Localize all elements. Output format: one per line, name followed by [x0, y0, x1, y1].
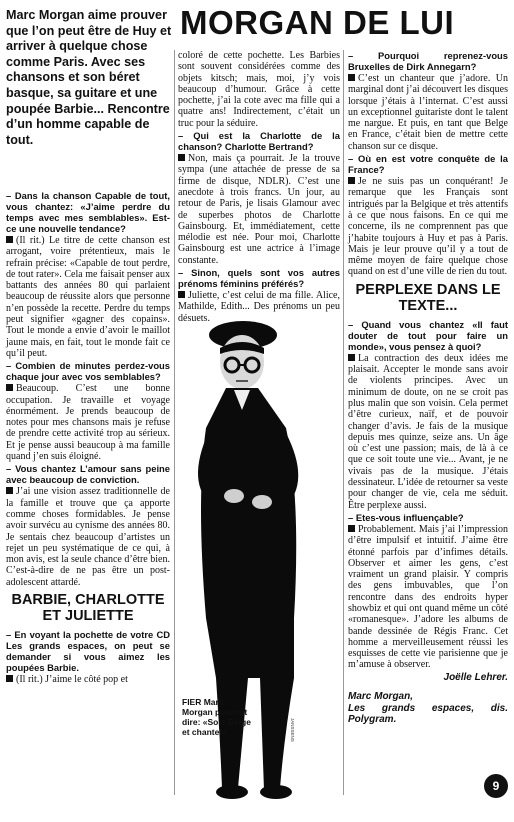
- answer-bullet-icon: [6, 236, 13, 243]
- question: – En voyant la pochette de votre CD Les grands espaces, on peut se demander si vous aimez les poupées Barbie.: [6, 629, 170, 674]
- answer: (Il rit.) Le titre de cette chanson est arrogant, voire prétentieux, mais le refrain précise: «Capable de tout perdre, de tout rater». Cela me faisait penser aux battants des années 80 qui parlaient beaucoup de réussite alors que personne n’en possède la recette. Perdre du temps peut signifier «gagner des copains». Tout le monde a envie d’avoir le maillot jaune mais, en fait, tout le monde fait ce qu’il peut.: [6, 235, 170, 359]
- answer: J’ai une vision assez traditionnelle de la famille et trouve que ça apporte comme choses formidables. Je pense avoir survécu au cynisme des années 80. Je sentais chez beaucoup d’artistes un rejet un peu systématique de ce qui, à mon avis, est la seule chance d’être bien. C’est-à-dire de ne pas être un post-adolescent attardé.: [6, 486, 170, 588]
- album-artist: Marc Morgan,: [348, 691, 414, 703]
- column-2: [178, 50, 340, 325]
- photo-credit: JANSSENS: [290, 718, 295, 742]
- answer-bullet-icon: [178, 154, 185, 161]
- column-3: [348, 50, 508, 727]
- answer: Je ne suis pas un conquérant! Je remarque que les Français sont intrigués par la Belgique et très attentifs à ce que nous faisons. En ce qui me concerne, ils ne comprennent pas que j’habite toujours à Huy et pas à Paris. Mais je leur prouve qu’il y a tout de même moyen de faire quelque chose quand on est d’une ville de rien du tout.: [348, 176, 508, 278]
- answer: Probablement. Mais j’ai l’impression d’être impulsif et intuitif. J’aime être étonné parfois par d’infimes détails. Observer et aimer les gens, c’est vraiment un grand plaisir. Y compris des gens imbuvables, que l’on rencontre dans des endroits hyper showbiz et qui ont quand même un côté «romanesque». J’adore les albums de bande dessinée de Régis Franc. Cet homme a merveilleusement réussi les esquisses de cette vie parisienne que je m’amuse à observer.: [348, 523, 508, 671]
- question: – Quand vous chantez «Il faut douter de tout pour faire un monde», vous pensez à quoi?: [348, 318, 508, 352]
- answer: Non, mais ça pourrait. Je la trouve sympa (une attachée de presse de sa firme de disque, NDLR). C’est une anecdote à trois francs. Un jour, au retour de Paris, je lisais Glamour avec de superbes photos de Charlotte Gainsbourg. Et, immédiatement, cette mélodie est née. Pour moi, Charlotte Gainsbourg est une actrice à l’image constante.: [178, 153, 340, 266]
- question: – Vous chantez L’amour sans peine avec beaucoup de conviction.: [6, 463, 170, 486]
- answer: Beaucoup. C’est une bonne occupation. Je travaille et voyage énormément. Je prends beaucoup de notes pour mes chansons mais je refuse de prendre cette activité trop au sérieux. Et je pense aussi beaucoup à ma famille quand j’en suis éloigné.: [6, 383, 170, 463]
- page-number: 9: [484, 774, 508, 798]
- answer-bullet-icon: [6, 487, 13, 494]
- photo-caption: FIER Marc Morgan pourrait dire: «Sois Belge et chantel»: [182, 697, 251, 737]
- album-title: Les grands espaces, dis. Polygram.: [348, 702, 508, 726]
- headline: MORGAN DE LUI: [180, 4, 455, 41]
- answer-bullet-icon: [6, 384, 13, 391]
- answer-bullet-icon: [348, 354, 355, 361]
- answer-bullet-icon: [348, 177, 355, 184]
- question: – Combien de minutes perdez-vous chaque jour avec vos semblables?: [6, 360, 170, 383]
- question: – Qui est la Charlotte de la chanson? Charlotte Bertrand?: [178, 130, 340, 153]
- section-heading: PERPLEXE DANS LE TEXTE...: [355, 281, 501, 314]
- answer-bullet-icon: [348, 525, 355, 532]
- answer: La contraction des deux idées me plaisait. Accepter le monde sans avoir de violents principes. Avec un minimum de doute, on ne se croit pas plus malin que son voisin. Cela permet d’être curieux, naïf, et de pouvoir changer d’avis. Je fais de la musique depuis mes quinze, seize ans. Un âge où c’est une passion; mais, de là à ce que ce soit toute une vie... Avant, je ne vivais pas de la musique. J’étais dessinateur. L’idée de retourner sa veste pour changer de vie, cela me séduit. Être perplexe aussi.: [348, 352, 508, 511]
- column-1: [6, 190, 170, 686]
- question: – Dans la chanson Capable de tout, vous chantez: «J’aime perdre du temps avec mes semblables». Est-ce une nouvelle tendance?: [6, 190, 170, 234]
- answer: Juliette, c’est celui de ma fille. Alice, Mathilde, Edith... Des prénoms un peu désuets.: [178, 290, 340, 324]
- answer-bullet-icon: [6, 675, 13, 682]
- question: – Sinon, quels sont vos autres prénoms féminins préférés?: [178, 267, 340, 290]
- answer-bullet-icon: [178, 291, 185, 298]
- author-signature: Joëlle Lehrer.: [443, 671, 508, 683]
- answer: coloré de cette pochette. Les Barbies sont souvent considérées comme des objets kitsch; mais, moi, j’y vois beaucoup d’humour. Grâce à cette pochette, j’ai la cote avec ma fille qui a quatre ans! Indirectement, c’était un truc pour la séduire.: [178, 50, 340, 129]
- intro-text: Marc Morgan aime prouver que l’on peut être de Huy et arriver à quelque chose comme Paris. Avec ses chansons et son béret basque, sa guitare et une poupée Barbie... Rencontre d’un homme capable de tout.: [6, 8, 172, 147]
- question: – Où en est votre conquête de la France?: [348, 153, 508, 176]
- answer: C’est un chanteur que j’adore. Un marginal dont j’ai découvert les disques lorsque j’étais à l’internat. C’est aussi un exceptionnel guitariste dont le talent me nargue. Et puis, en tant que Belge en France, c’était bien de mettre cette chanson sur ce disque.: [348, 73, 508, 152]
- question: – Pourquoi reprenez-vous Bruxelles de Dirk Annegarn?: [348, 50, 508, 72]
- section-heading: BARBIE, CHARLOTTE ET JULIETTE: [11, 592, 165, 625]
- answer-bullet-icon: [348, 74, 355, 81]
- column-divider-1: [174, 50, 175, 795]
- answer: (Il rit.) J’aime le côté pop et: [16, 674, 128, 686]
- question: – Etes-vous influençable?: [348, 511, 464, 523]
